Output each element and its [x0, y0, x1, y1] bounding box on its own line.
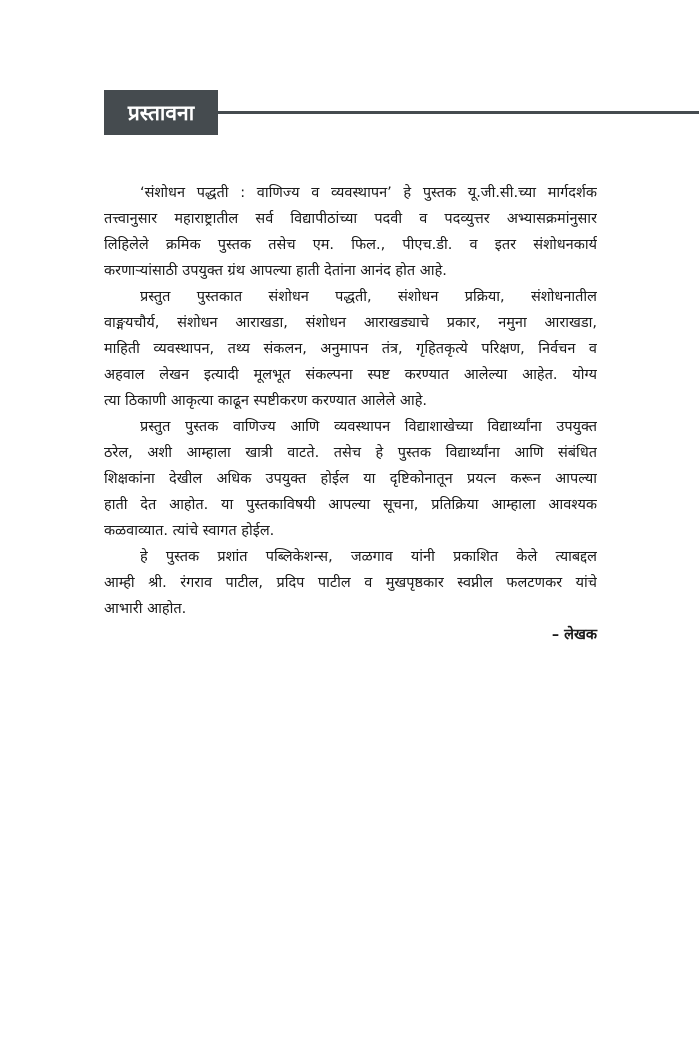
paragraph	[104, 544, 597, 622]
text-line: ‘संशोधन पद्धती : वाणिज्य व व्यवस्थापन’ हे पुस्तक यू.जी.सी.च्या मार्गदर्शक	[140, 185, 597, 201]
text-line: प्रस्तुत पुस्तकात संशोधन पद्धती, संशोधन प्रक्रिया, संशोधनातील	[140, 289, 597, 305]
paragraph	[104, 284, 597, 414]
text-line: शिक्षकांना देखील अधिक उपयुक्त होईल या दृष्टिकोनातून प्रयत्न करून आपल्या	[104, 471, 597, 487]
text-line: आभारी आहोत.	[104, 601, 187, 617]
text-line: करणाऱ्यांसाठी उपयुक्त ग्रंथ आपल्या हाती देतांना आनंद होत आहे.	[104, 263, 447, 279]
text-line: प्रस्तुत पुस्तक वाणिज्य आणि व्यवस्थापन विद्याशाखेच्या विद्यार्थ्यांना उपयुक्त	[140, 419, 597, 435]
text-line: लिहिलेले क्रमिक पुस्तक तसेच एम. फिल., पीएच.डी. व इतर संशोधनकार्य	[104, 237, 597, 253]
text-line: आम्ही श्री. रंगराव पाटील, प्रदिप पाटील व मुखपृष्ठकार स्वप्नील फलटणकर यांचे	[104, 575, 597, 591]
text-line: कळवाव्यात. त्यांचे स्वागत होईल.	[104, 523, 275, 539]
text-line: त्या ठिकाणी आकृत्या काढून स्पष्टीकरण करण्यात आलेले आहे.	[104, 393, 428, 409]
preface-body	[104, 180, 597, 648]
paragraph	[104, 414, 597, 544]
text-line: हे पुस्तक प्रशांत पब्लिकेशन्स, जळगाव यांनी प्रकाशित केले त्याबद्दल	[140, 549, 597, 565]
paragraph	[104, 180, 597, 284]
text-line: वाङ्मयचौर्य, संशोधन आराखडा, संशोधन आराखड्याचे प्रकार, नमुना आराखडा,	[104, 315, 597, 331]
text-line: ठरेल, अशी आम्हाला खात्री वाटते. तसेच हे पुस्तक विद्यार्थ्यांना आणि संबंधित	[104, 445, 597, 461]
author-signature: – लेखक	[551, 627, 597, 643]
text-line: तत्त्वानुसार महाराष्ट्रातील सर्व विद्यापीठांच्या पदवी व पदव्युत्तर अभ्यासक्रमांनुसार	[104, 211, 597, 227]
title-divider	[218, 111, 699, 114]
text-line: हाती देत आहोत. या पुस्तकाविषयी आपल्या सूचना, प्रतिक्रिया आम्हाला आवश्यक	[104, 497, 597, 513]
text-line: अहवाल लेखन इत्यादी मूलभूत संकल्पना स्पष्ट करण्यात आलेल्या आहेत. योग्य	[104, 367, 597, 383]
text-line: माहिती व्यवस्थापन, तथ्य संकलन, अनुमापन तंत्र, गृहितकृत्ये परिक्षण, निर्वचन व	[104, 341, 597, 357]
page-title: प्रस्तावना	[104, 90, 218, 135]
